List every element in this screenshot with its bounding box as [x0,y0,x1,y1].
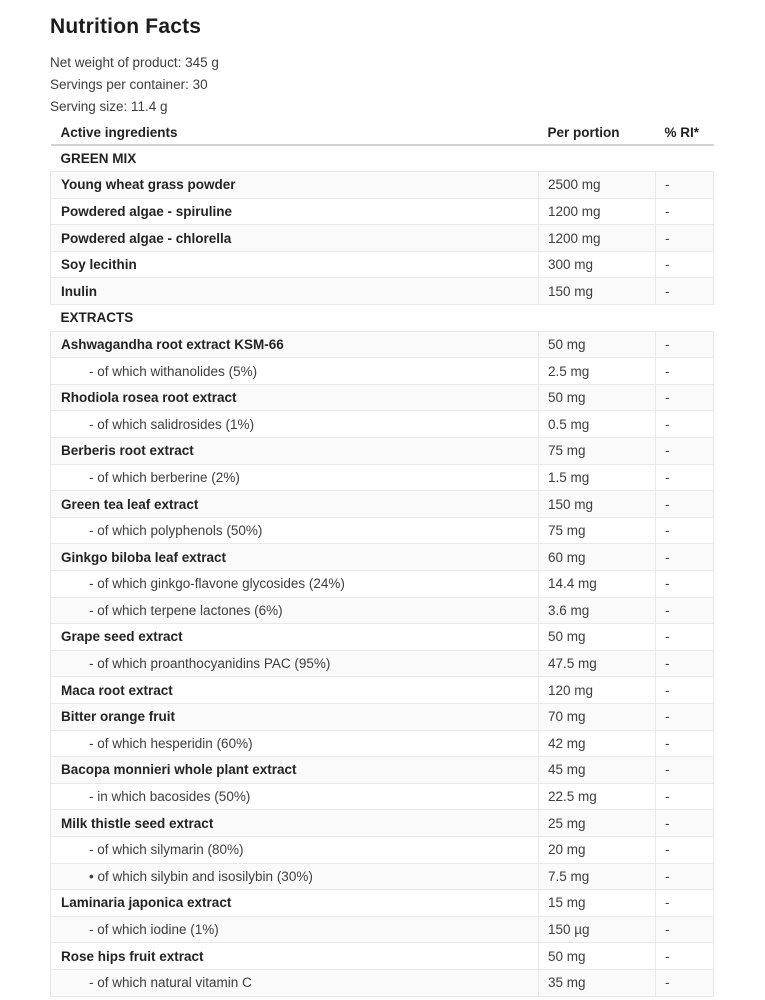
ingredient-amount: 25 mg [539,810,656,837]
ingredient-amount: 75 mg [539,517,656,544]
ingredient-row [51,384,714,411]
ingredient-ri-value: - [656,597,714,624]
ingredient-amount: 60 mg [539,544,656,571]
ingredient-name: Grape seed extract [51,624,539,651]
ingredient-amount: 3.6 mg [539,597,656,624]
ingredient-amount: 22.5 mg [539,783,656,810]
ingredient-row [51,836,714,863]
ingredient-name: Young wheat grass powder [51,172,539,199]
ingredient-amount: 50 mg [539,331,656,358]
ingredient-row [51,331,714,358]
ingredient-ri-value: - [656,225,714,252]
ingredient-amount: 70 mg [539,703,656,730]
ingredient-ri-value: - [656,544,714,571]
ingredient-ri-value: - [656,969,714,996]
ingredient-ri-value: - [656,172,714,199]
ingredient-ri-value: - [656,836,714,863]
ingredient-row [51,438,714,465]
servings-per-container-text: Servings per container: 30 [50,77,208,92]
ingredient-amount: 7.5 mg [539,863,656,890]
ingredient-name: Laminaria japonica extract [51,890,539,917]
ingredient-amount: 45 mg [539,757,656,784]
ingredient-amount: 20 mg [539,836,656,863]
ingredient-amount: 42 mg [539,730,656,757]
ingredient-name: - in which bacosides (50%) [51,783,539,810]
ingredient-row [51,943,714,970]
ingredient-row [51,730,714,757]
ingredient-amount: 150 µg [539,916,656,943]
ingredient-name: Rose hips fruit extract [51,943,539,970]
ingredient-amount: 2500 mg [539,172,656,199]
ingredient-name: - of which polyphenols (50%) [51,517,539,544]
ingredient-name: Ashwagandha root extract KSM-66 [51,331,539,358]
ingredient-row [51,890,714,917]
ingredient-name: Bacopa monnieri whole plant extract [51,757,539,784]
ingredient-name: - of which terpene lactones (6%) [51,597,539,624]
ingredient-name: Green tea leaf extract [51,491,539,518]
ingredient-row [51,278,714,305]
table-header [51,120,714,145]
ingredient-row [51,677,714,704]
ingredient-name: Inulin [51,278,539,305]
ingredient-amount: 150 mg [539,278,656,305]
ingredient-amount: 0.5 mg [539,411,656,438]
ingredient-ri-value: - [656,384,714,411]
ingredient-amount: 1200 mg [539,225,656,252]
ingredient-name: Powdered algae - chlorella [51,225,539,252]
ingredient-row [51,624,714,651]
ingredient-row [51,969,714,996]
table-header-row [51,120,714,145]
ingredient-row [51,198,714,225]
ingredient-ri-value: - [656,757,714,784]
ingredient-name: - of which iodine (1%) [51,916,539,943]
section-header-row [51,305,714,332]
ingredient-row [51,411,714,438]
ingredient-ri-value: - [656,730,714,757]
ingredient-row [51,863,714,890]
ingredient-row [51,491,714,518]
ingredient-name: Powdered algae - spiruline [51,198,539,225]
ingredient-name: - of which silymarin (80%) [51,836,539,863]
ingredient-ri-value: - [656,198,714,225]
ingredient-ri-value: - [656,943,714,970]
ingredient-amount: 300 mg [539,251,656,278]
page-title: Nutrition Facts [50,15,202,38]
ingredient-amount: 1200 mg [539,198,656,225]
ingredient-row [51,172,714,199]
section-header-row [51,145,714,172]
ingredient-ri-value: - [656,358,714,385]
ingredient-amount: 50 mg [539,624,656,651]
ingredient-row [51,783,714,810]
ingredient-name: Milk thistle seed extract [51,810,539,837]
ingredient-ri-value: - [656,278,714,305]
ingredient-ri-value: - [656,650,714,677]
ingredient-ri-value: - [656,703,714,730]
column-header-ri: % RI* [656,120,714,145]
section-title: GREEN MIX [51,145,714,172]
ingredient-ri-value: - [656,863,714,890]
ingredient-row [51,757,714,784]
ingredient-amount: 15 mg [539,890,656,917]
ingredient-name: - of which withanolides (5%) [51,358,539,385]
ingredient-ri-value: - [656,251,714,278]
ingredient-ri-value: - [656,464,714,491]
ingredient-name: Berberis root extract [51,438,539,465]
ingredient-row [51,544,714,571]
ingredient-name: - of which hesperidin (60%) [51,730,539,757]
ingredient-row [51,358,714,385]
ingredient-ri-value: - [656,890,714,917]
ingredient-amount: 1.5 mg [539,464,656,491]
ingredient-amount: 47.5 mg [539,650,656,677]
nutrition-table [50,120,714,997]
ingredient-amount: 14.4 mg [539,571,656,598]
section-title: EXTRACTS [51,305,714,332]
ingredient-row [51,571,714,598]
ingredient-name: - of which ginkgo-flavone glycosides (24%) [51,571,539,598]
ingredient-row [51,251,714,278]
ingredient-ri-value: - [656,624,714,651]
ingredient-amount: 35 mg [539,969,656,996]
column-header-active-ingredients: Active ingredients [51,120,539,145]
net-weight-text: Net weight of product: 345 g [50,55,219,70]
ingredient-ri-value: - [656,331,714,358]
ingredient-name: Soy lecithin [51,251,539,278]
ingredient-amount: 150 mg [539,491,656,518]
ingredient-name: - of which natural vitamin C [51,969,539,996]
serving-size-text: Serving size: 11.4 g [50,99,168,114]
ingredient-name: Bitter orange fruit [51,703,539,730]
table-body [51,145,714,996]
ingredient-name: - of which salidrosides (1%) [51,411,539,438]
ingredient-name: Maca root extract [51,677,539,704]
ingredient-name: - of which berberine (2%) [51,464,539,491]
product-meta [50,52,765,118]
ingredient-amount: 50 mg [539,943,656,970]
ingredient-name: Ginkgo biloba leaf extract [51,544,539,571]
ingredient-ri-value: - [656,411,714,438]
ingredient-row [51,464,714,491]
column-header-per-portion: Per portion [539,120,656,145]
ingredient-amount: 2.5 mg [539,358,656,385]
ingredient-name: - of which proanthocyanidins PAC (95%) [51,650,539,677]
ingredient-ri-value: - [656,810,714,837]
ingredient-row [51,650,714,677]
ingredient-amount: 120 mg [539,677,656,704]
ingredient-row [51,916,714,943]
ingredient-ri-value: - [656,491,714,518]
ingredient-ri-value: - [656,783,714,810]
ingredient-row [51,810,714,837]
ingredient-name: Rhodiola rosea root extract [51,384,539,411]
ingredient-row [51,597,714,624]
ingredient-row [51,703,714,730]
ingredient-row [51,225,714,252]
ingredient-ri-value: - [656,677,714,704]
ingredient-ri-value: - [656,438,714,465]
ingredient-ri-value: - [656,571,714,598]
ingredient-name: • of which silybin and isosilybin (30%) [51,863,539,890]
ingredient-row [51,517,714,544]
ingredient-ri-value: - [656,916,714,943]
ingredient-ri-value: - [656,517,714,544]
ingredient-amount: 50 mg [539,384,656,411]
ingredient-amount: 75 mg [539,438,656,465]
